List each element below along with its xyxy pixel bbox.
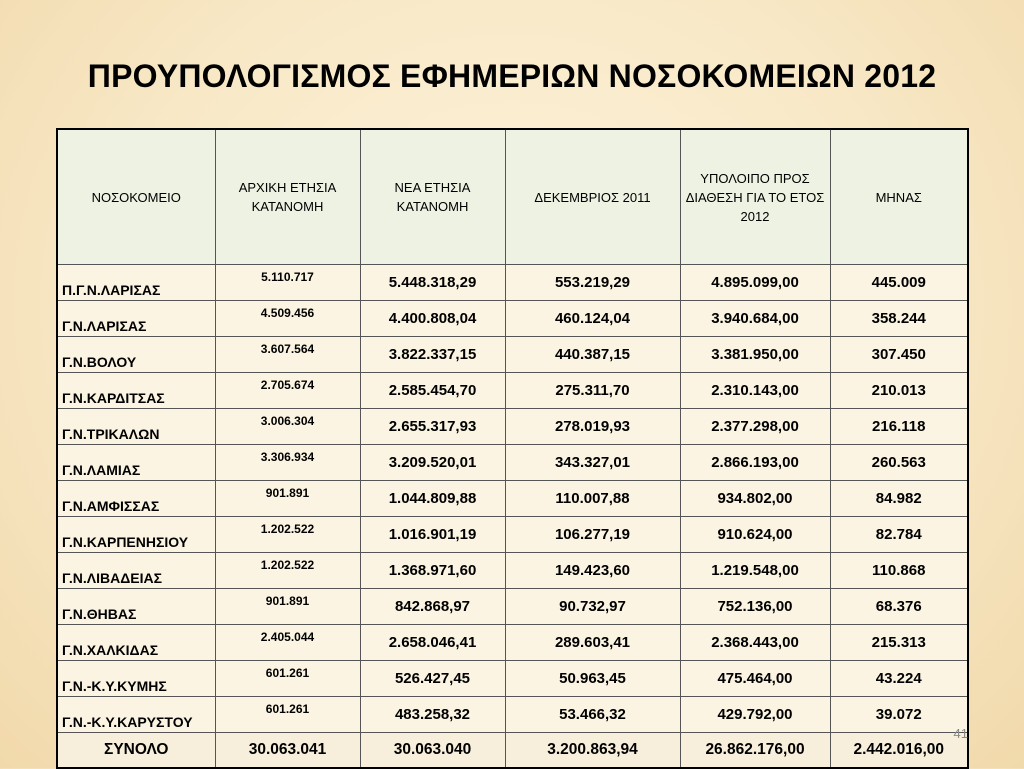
remaining-2012-cell: 475.464,00 bbox=[680, 661, 830, 697]
initial-allocation-cell: 1.202.522 bbox=[215, 553, 360, 589]
initial-allocation-cell: 3.306.934 bbox=[215, 445, 360, 481]
hospital-name-cell: Π.Γ.Ν.ΛΑΡΙΣΑΣ bbox=[57, 265, 215, 301]
new-allocation-cell: 3.822.337,15 bbox=[360, 337, 505, 373]
total-new-allocation: 30.063.040 bbox=[360, 733, 505, 769]
remaining-2012-cell: 2.866.193,00 bbox=[680, 445, 830, 481]
table-row bbox=[57, 409, 968, 445]
table-row bbox=[57, 661, 968, 697]
december-2011-cell: 343.327,01 bbox=[505, 445, 680, 481]
december-2011-cell: 275.311,70 bbox=[505, 373, 680, 409]
header-month: ΜΗΝΑΣ bbox=[830, 129, 968, 265]
month-cell: 39.072 bbox=[830, 697, 968, 733]
hospital-name-cell: Γ.Ν.ΒΟΛΟΥ bbox=[57, 337, 215, 373]
remaining-2012-cell: 2.377.298,00 bbox=[680, 409, 830, 445]
remaining-2012-cell: 3.940.684,00 bbox=[680, 301, 830, 337]
december-2011-cell: 106.277,19 bbox=[505, 517, 680, 553]
month-cell: 260.563 bbox=[830, 445, 968, 481]
month-cell: 110.868 bbox=[830, 553, 968, 589]
december-2011-cell: 110.007,88 bbox=[505, 481, 680, 517]
december-2011-cell: 440.387,15 bbox=[505, 337, 680, 373]
table-row bbox=[57, 697, 968, 733]
month-cell: 358.244 bbox=[830, 301, 968, 337]
header-remaining-2012: ΥΠΟΛΟΙΠΟ ΠΡΟΣ ΔΙΑΘΕΣΗ ΓΙΑ ΤΟ ΕΤΟΣ 2012 bbox=[680, 129, 830, 265]
remaining-2012-cell: 752.136,00 bbox=[680, 589, 830, 625]
month-cell: 43.224 bbox=[830, 661, 968, 697]
december-2011-cell: 553.219,29 bbox=[505, 265, 680, 301]
initial-allocation-cell: 2.405.044 bbox=[215, 625, 360, 661]
hospital-name-cell: Γ.Ν.ΛΑΡΙΣΑΣ bbox=[57, 301, 215, 337]
hospital-name-cell: Γ.Ν.ΚΑΡΠΕΝΗΣΙΟΥ bbox=[57, 517, 215, 553]
new-allocation-cell: 5.448.318,29 bbox=[360, 265, 505, 301]
hospital-name-cell: Γ.Ν.ΤΡΙΚΑΛΩΝ bbox=[57, 409, 215, 445]
hospital-name-cell: Γ.Ν.ΛΙΒΑΔΕΙΑΣ bbox=[57, 553, 215, 589]
total-label: ΣΥΝΟΛΟ bbox=[57, 733, 215, 769]
initial-allocation-cell: 1.202.522 bbox=[215, 517, 360, 553]
initial-allocation-cell: 601.261 bbox=[215, 697, 360, 733]
total-december-2011: 3.200.863,94 bbox=[505, 733, 680, 769]
table-row bbox=[57, 373, 968, 409]
month-cell: 210.013 bbox=[830, 373, 968, 409]
month-cell: 216.118 bbox=[830, 409, 968, 445]
new-allocation-cell: 2.658.046,41 bbox=[360, 625, 505, 661]
total-initial-allocation: 30.063.041 bbox=[215, 733, 360, 769]
initial-allocation-cell: 4.509.456 bbox=[215, 301, 360, 337]
december-2011-cell: 289.603,41 bbox=[505, 625, 680, 661]
initial-allocation-cell: 2.705.674 bbox=[215, 373, 360, 409]
new-allocation-cell: 1.044.809,88 bbox=[360, 481, 505, 517]
december-2011-cell: 90.732,97 bbox=[505, 589, 680, 625]
table-row bbox=[57, 445, 968, 481]
december-2011-cell: 149.423,60 bbox=[505, 553, 680, 589]
remaining-2012-cell: 2.368.443,00 bbox=[680, 625, 830, 661]
remaining-2012-cell: 2.310.143,00 bbox=[680, 373, 830, 409]
remaining-2012-cell: 1.219.548,00 bbox=[680, 553, 830, 589]
hospital-name-cell: Γ.Ν.ΑΜΦΙΣΣΑΣ bbox=[57, 481, 215, 517]
month-cell: 445.009 bbox=[830, 265, 968, 301]
initial-allocation-cell: 901.891 bbox=[215, 481, 360, 517]
month-cell: 82.784 bbox=[830, 517, 968, 553]
table-row bbox=[57, 265, 968, 301]
remaining-2012-cell: 910.624,00 bbox=[680, 517, 830, 553]
header-initial-allocation: ΑΡΧΙΚΗ ΕΤΗΣΙΑ ΚΑΤΑΝΟΜΗ bbox=[215, 129, 360, 265]
table-row bbox=[57, 625, 968, 661]
hospital-name-cell: Γ.Ν.ΛΑΜΙΑΣ bbox=[57, 445, 215, 481]
remaining-2012-cell: 934.802,00 bbox=[680, 481, 830, 517]
header-hospital: ΝΟΣΟΚΟΜΕΙΟ bbox=[57, 129, 215, 265]
initial-allocation-cell: 5.110.717 bbox=[215, 265, 360, 301]
table-row bbox=[57, 589, 968, 625]
new-allocation-cell: 1.368.971,60 bbox=[360, 553, 505, 589]
december-2011-cell: 50.963,45 bbox=[505, 661, 680, 697]
table-row bbox=[57, 301, 968, 337]
budget-table bbox=[56, 128, 969, 769]
table-header bbox=[57, 129, 968, 265]
new-allocation-cell: 2.655.317,93 bbox=[360, 409, 505, 445]
total-remaining-2012: 26.862.176,00 bbox=[680, 733, 830, 769]
new-allocation-cell: 842.868,97 bbox=[360, 589, 505, 625]
new-allocation-cell: 4.400.808,04 bbox=[360, 301, 505, 337]
table-row bbox=[57, 553, 968, 589]
table-body bbox=[57, 265, 968, 769]
new-allocation-cell: 483.258,32 bbox=[360, 697, 505, 733]
header-december-2011: ΔΕΚΕΜΒΡΙΟΣ 2011 bbox=[505, 129, 680, 265]
initial-allocation-cell: 3.006.304 bbox=[215, 409, 360, 445]
table-row bbox=[57, 337, 968, 373]
header-row bbox=[57, 129, 968, 265]
hospital-name-cell: Γ.Ν.ΧΑΛΚΙΔΑΣ bbox=[57, 625, 215, 661]
table-row bbox=[57, 517, 968, 553]
new-allocation-cell: 3.209.520,01 bbox=[360, 445, 505, 481]
total-month: 2.442.016,00 bbox=[830, 733, 968, 769]
month-cell: 68.376 bbox=[830, 589, 968, 625]
remaining-2012-cell: 429.792,00 bbox=[680, 697, 830, 733]
slide-title: ΠΡΟΥΠΟΛΟΓΙΣΜΟΣ ΕΦΗΜΕΡΙΩΝ ΝΟΣΟΚΟΜΕΙΩΝ 2012 bbox=[87, 58, 937, 94]
initial-allocation-cell: 901.891 bbox=[215, 589, 360, 625]
total-row bbox=[57, 733, 968, 769]
month-cell: 84.982 bbox=[830, 481, 968, 517]
hospital-name-cell: Γ.Ν.-Κ.Υ.ΚΥΜΗΣ bbox=[57, 661, 215, 697]
month-cell: 215.313 bbox=[830, 625, 968, 661]
hospital-name-cell: Γ.Ν.-Κ.Υ.ΚΑΡΥΣΤΟΥ bbox=[57, 697, 215, 733]
initial-allocation-cell: 601.261 bbox=[215, 661, 360, 697]
december-2011-cell: 278.019,93 bbox=[505, 409, 680, 445]
remaining-2012-cell: 3.381.950,00 bbox=[680, 337, 830, 373]
new-allocation-cell: 526.427,45 bbox=[360, 661, 505, 697]
december-2011-cell: 460.124,04 bbox=[505, 301, 680, 337]
initial-allocation-cell: 3.607.564 bbox=[215, 337, 360, 373]
month-cell: 307.450 bbox=[830, 337, 968, 373]
new-allocation-cell: 1.016.901,19 bbox=[360, 517, 505, 553]
new-allocation-cell: 2.585.454,70 bbox=[360, 373, 505, 409]
page-number: 41 bbox=[953, 726, 968, 741]
table-row bbox=[57, 481, 968, 517]
remaining-2012-cell: 4.895.099,00 bbox=[680, 265, 830, 301]
hospital-name-cell: Γ.Ν.ΘΗΒΑΣ bbox=[57, 589, 215, 625]
hospital-name-cell: Γ.Ν.ΚΑΡΔΙΤΣΑΣ bbox=[57, 373, 215, 409]
header-new-allocation: ΝΕΑ ΕΤΗΣΙΑ ΚΑΤΑΝΟΜΗ bbox=[360, 129, 505, 265]
december-2011-cell: 53.466,32 bbox=[505, 697, 680, 733]
